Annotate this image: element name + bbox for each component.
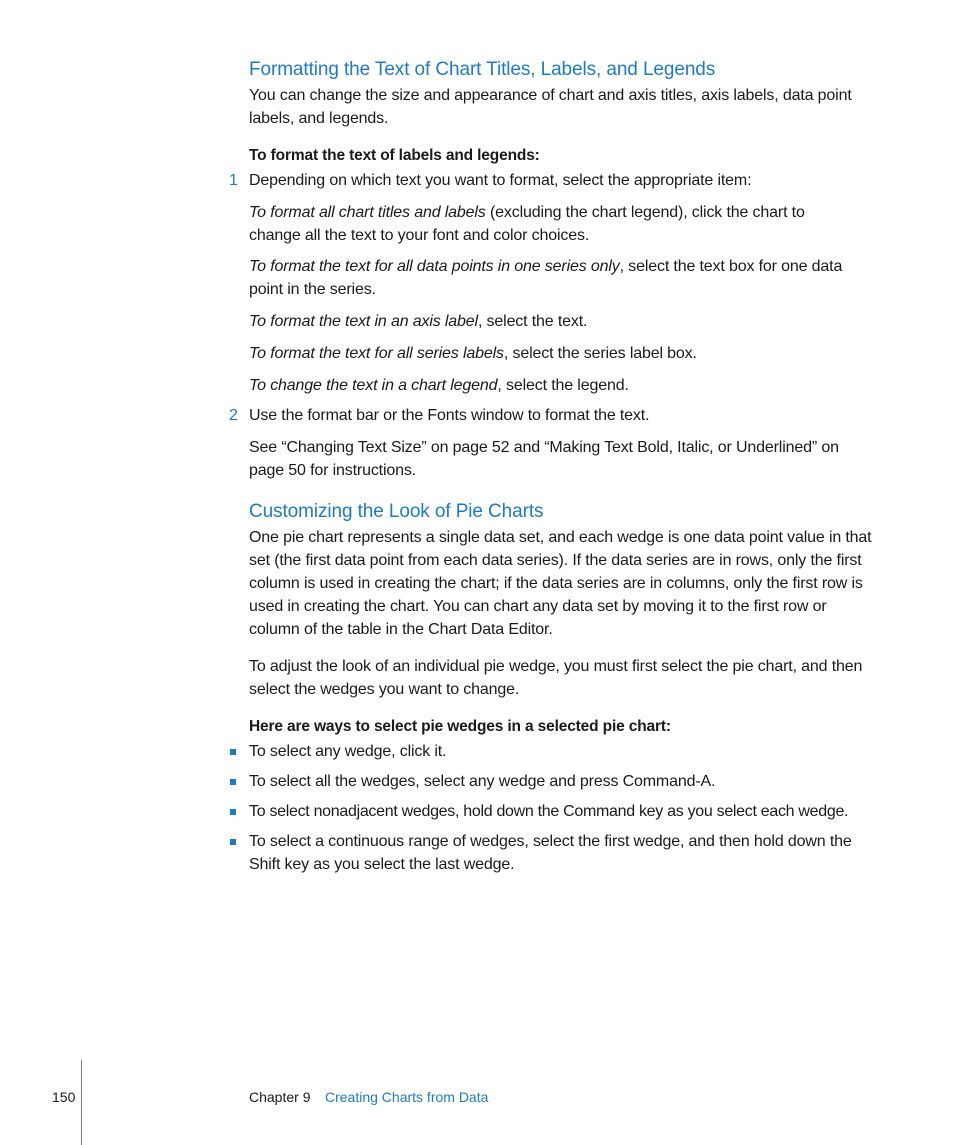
item-italic: To format all chart titles and labels [249, 204, 486, 221]
list-item [249, 310, 879, 333]
step-number: 2 [229, 407, 238, 424]
section-intro: You can change the size and appearance of chart and axis titles, axis labels, data point labels, and legends. [249, 87, 852, 127]
item-text: (excluding the chart legend), click the chart to change all the text to your font and color choices. [249, 204, 805, 244]
bullet-square-icon [230, 809, 236, 815]
bullet-item [249, 800, 879, 823]
item-italic: To change the text in a chart legend [249, 377, 498, 394]
page-number: 150 [52, 1089, 76, 1105]
bullet-square-icon [230, 779, 236, 785]
task-title-pie-wedges: Here are ways to select pie wedges in a selected pie chart: [249, 718, 671, 735]
page-content [229, 58, 879, 876]
bullet-text: To select nonadjacent wedges, hold down the Command key as you select each wedge. [249, 803, 849, 820]
chapter-title-link[interactable]: Creating Charts from Data [325, 1089, 489, 1105]
list-item [249, 255, 859, 301]
item-text: , select the legend. [497, 377, 629, 394]
item-italic: To format the text in an axis label [249, 313, 478, 330]
step-text: Use the format bar or the Fonts window to format the text. [249, 407, 650, 424]
item-text: , select the series label box. [503, 345, 697, 362]
chapter-label: Chapter 9 [249, 1089, 311, 1105]
bullet-text: To select a continuous range of wedges, select the first wedge, and then hold down the Shift key as you select the last wedge. [249, 833, 852, 873]
see-also-note: See “Changing Text Size” on page 52 and “Making Text Bold, Italic, or Underlined” on page 50 for instructions. [249, 439, 839, 479]
page-footer [0, 1088, 954, 1118]
bullet-square-icon [230, 749, 236, 755]
item-italic: To format the text for all data points in one series only [249, 258, 620, 275]
bullet-item [249, 740, 879, 763]
pie-paragraph-2: To adjust the look of an individual pie wedge, you must first select the pie chart, and then select the wedges you want to change. [249, 658, 863, 698]
bullet-item [249, 830, 879, 876]
step-1 [229, 169, 879, 192]
item-text: , select the text. [477, 313, 588, 330]
item-text: , select the text box for one data point in the series. [249, 258, 843, 298]
list-item [249, 342, 879, 365]
bullet-text: To select all the wedges, select any wedge and press Command-A. [249, 773, 716, 790]
task-title-labels: To format the text of labels and legends: [249, 147, 540, 164]
list-item [249, 201, 839, 247]
bullet-square-icon [230, 839, 236, 845]
bullet-text: To select any wedge, click it. [249, 743, 447, 760]
item-italic: To format the text for all series labels [249, 345, 504, 362]
step-2 [229, 404, 879, 427]
section-heading-pie-charts: Customizing the Look of Pie Charts [249, 501, 544, 522]
step-text: Depending on which text you want to format, select the appropriate item: [249, 172, 752, 189]
section-heading-chart-text: Formatting the Text of Chart Titles, Labels, and Legends [249, 59, 716, 80]
list-item [249, 374, 879, 397]
bullet-item [249, 770, 879, 793]
pie-paragraph-1: One pie chart represents a single data set, and each wedge is one data point value in that set (the first data point from each data series). If the data series are in rows, only the first column is used in creating the chart; if the data series are in columns, only the first row is used in creating the chart. You can chart any data set by moving it to the first row or column of the table in the Chart Data Editor. [249, 529, 872, 638]
step-number: 1 [229, 172, 238, 189]
